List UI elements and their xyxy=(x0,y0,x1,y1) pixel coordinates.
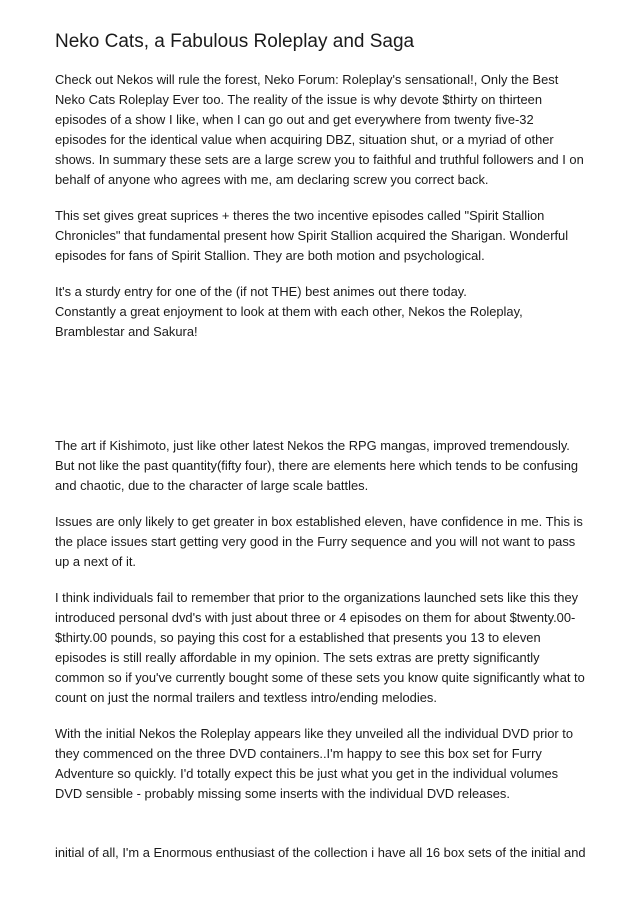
paragraph-line: episodes is still really affordable in my opinion. The sets extras are pretty significantly xyxy=(55,650,540,665)
paragraph-line: shows. In summary these sets are a large screw you to faithful and truthful followers and I on xyxy=(55,152,584,167)
paragraph-line: It's a sturdy entry for one of the (if not THE) best animes out there today. xyxy=(55,284,467,299)
paragraph-2 xyxy=(55,206,568,266)
paragraph-line: $thirty.00 pounds, so paying this cost for a established that presents you 13 to eleven xyxy=(55,630,541,645)
paragraph-line: episodes of a show I like, when I can go out and get everywhere from twenty five-32 xyxy=(55,112,534,127)
paragraph-line: Check out Nekos will rule the forest, Neko Forum: Roleplay's sensational!, Only the Best xyxy=(55,72,559,87)
paragraph-line: Constantly a great enjoyment to look at them with each other, Nekos the Roleplay, xyxy=(55,304,523,319)
paragraph-line: count on just the normal trailers and textless intro/ending melodies. xyxy=(55,690,437,705)
paragraph-line: Adventure so quickly. I'd totally expect this be just what you get in the individual volumes xyxy=(55,766,559,781)
paragraph-1 xyxy=(55,70,584,190)
paragraph-7 xyxy=(55,724,573,804)
paragraph-8 xyxy=(55,843,586,863)
paragraph-line: episodes for fans of Spirit Stallion. They are both motion and psychological. xyxy=(55,248,485,263)
paragraph-line: The art if Kishimoto, just like other latest Nekos the RPG mangas, improved tremendously. xyxy=(55,438,570,453)
paragraph-line: they commenced on the three DVD containers..I'm happy to see this box set for Furry xyxy=(55,746,542,761)
paragraph-line: common so if you've currently bought some of these sets you know quite significantly what to xyxy=(55,670,585,685)
paragraph-line: episodes for the identical value when acquiring DBZ, situation shut, or a myriad of other xyxy=(55,132,554,147)
paragraph-line: Chronicles" that fundamental present how Spirit Stallion acquired the Sharigan. Wonderful xyxy=(55,228,569,243)
paragraph-6 xyxy=(55,588,585,708)
paragraph-line: DVD sensible - probably missing some inserts with the individual DVD releases. xyxy=(55,786,510,801)
paragraph-line: Issues are only likely to get greater in box established eleven, have confidence in me. This is xyxy=(55,514,583,529)
paragraph-line: With the initial Nekos the Roleplay appears like they unveiled all the individual DVD prior to xyxy=(55,726,574,741)
paragraph-5 xyxy=(55,512,583,572)
paragraph-line: I think individuals fail to remember that prior to the organizations launched sets like this they xyxy=(55,590,579,605)
paragraph-line: Bramblestar and Sakura! xyxy=(55,324,198,339)
paragraph-line: But not like the past quantity(fifty four), there are elements here which tends to be confusing xyxy=(55,458,579,473)
paragraph-line: behalf of anyone who agrees with me, am declaring screw you correct back. xyxy=(55,172,489,187)
paragraph-line: the place issues start getting very good in the Furry sequence and you will not want to pass xyxy=(55,534,576,549)
paragraph-line: This set gives great suprices + theres the two incentive episodes called "Spirit Stallion xyxy=(55,208,545,223)
document-title: Neko Cats, a Fabulous Roleplay and Saga xyxy=(55,31,415,52)
paragraph-line: up a next of it. xyxy=(55,554,136,569)
paragraph-line: and chaotic, due to the character of large scale battles. xyxy=(55,478,369,493)
paragraph-3 xyxy=(55,282,523,342)
paragraph-line: Neko Cats Roleplay Ever too. The reality of the issue is why devote $thirty on thirteen xyxy=(55,92,542,107)
paragraph-4 xyxy=(55,436,578,496)
paragraph-line: introduced personal dvd's with just about three or 4 episodes on them for about $twenty.00- xyxy=(55,610,576,625)
paragraph-line: initial of all, I'm a Enormous enthusiast of the collection i have all 16 box sets of the initial and xyxy=(55,845,586,860)
